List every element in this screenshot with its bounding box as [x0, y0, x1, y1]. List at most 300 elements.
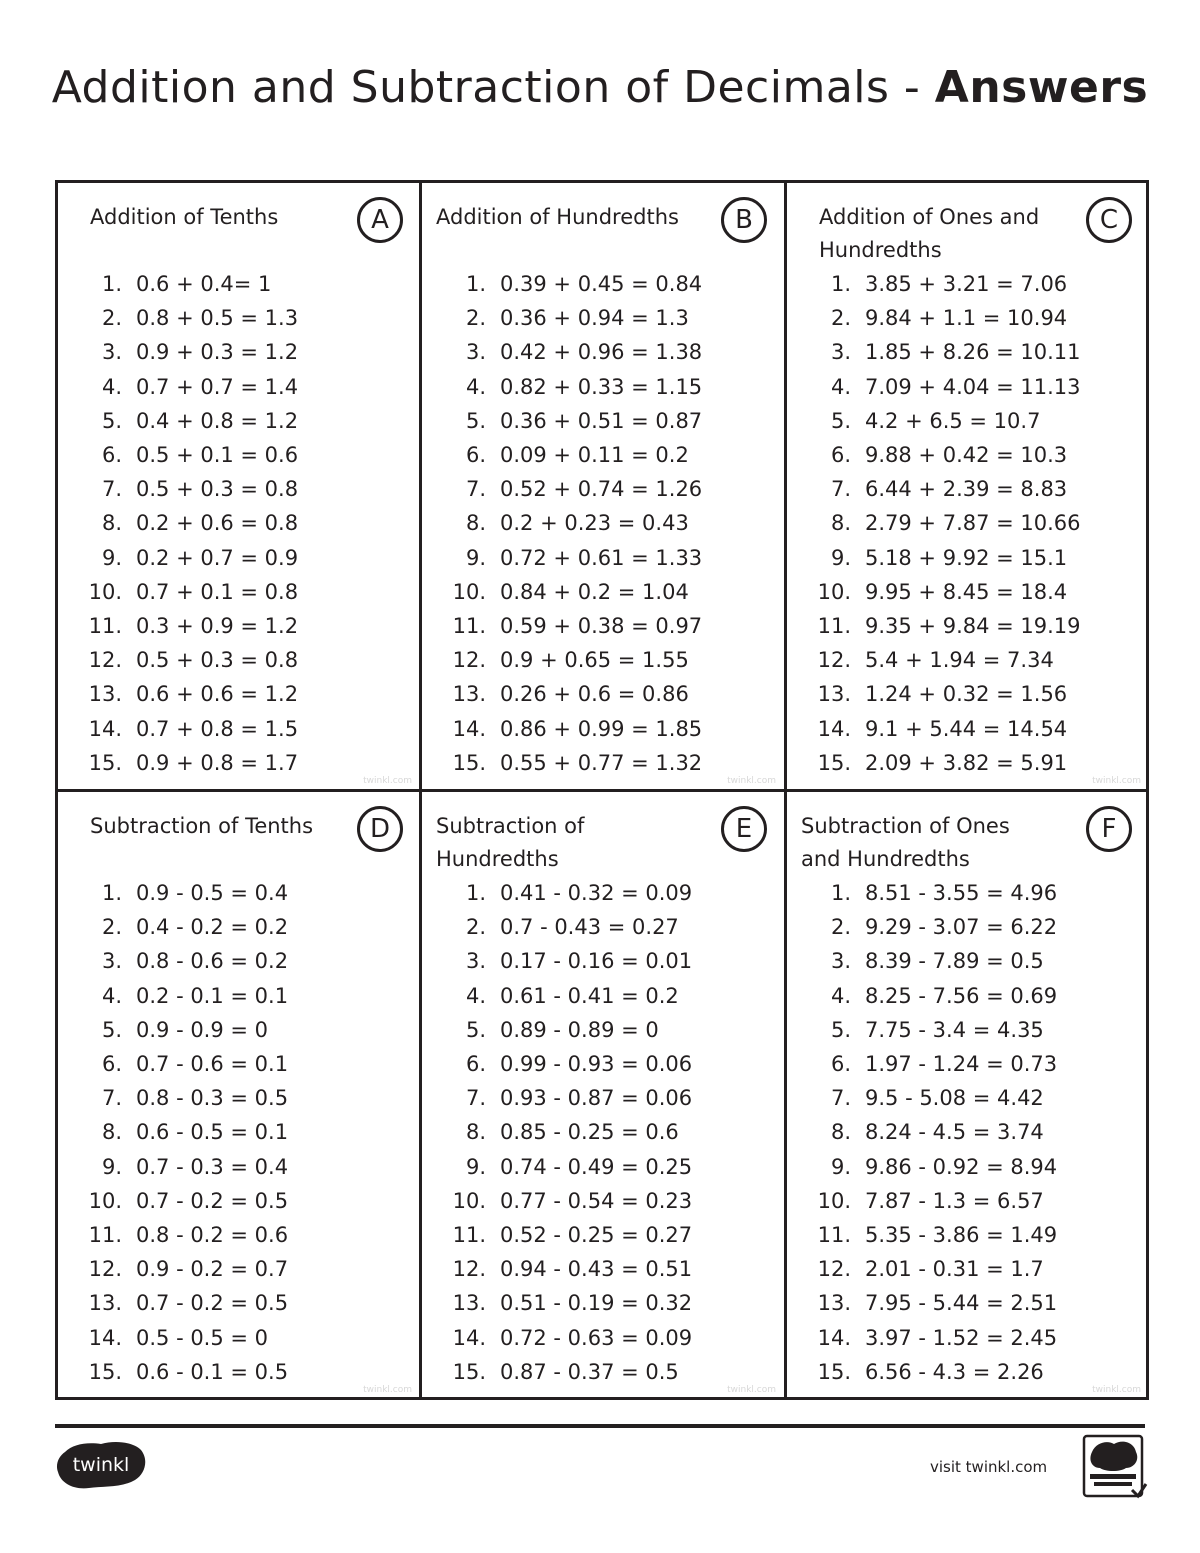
item-number: 3. [101, 340, 122, 365]
answer-item [78, 677, 298, 711]
item-equation: 8.25 - 7.56 = 0.69 [865, 983, 1058, 1008]
watermark: twinkl.com [1092, 776, 1141, 786]
section-badge: A [357, 197, 403, 243]
section-badge: B [721, 197, 767, 243]
item-equation: 4.2 + 6.5 = 10.7 [865, 408, 1041, 433]
item-number: 15. [817, 1359, 851, 1384]
item-equation: 2.09 + 3.82 = 5.91 [865, 750, 1068, 775]
item-equation: 0.36 + 0.94 = 1.3 [500, 306, 689, 331]
answer-item [78, 746, 298, 780]
answer-item [807, 438, 1081, 472]
answer-item [442, 1252, 692, 1286]
answer-item [442, 1320, 692, 1354]
item-equation: 1.97 - 1.24 = 0.73 [865, 1052, 1058, 1077]
answer-list [78, 267, 298, 780]
panel-heading: Subtraction of Tenths [90, 814, 314, 838]
item-equation: 0.87 - 0.37 = 0.5 [500, 1359, 679, 1384]
item-number: 13. [817, 682, 851, 707]
item-number: 1. [830, 881, 851, 906]
item-number: 6. [101, 1052, 122, 1077]
answer-item [78, 1252, 288, 1286]
answer-item [807, 677, 1081, 711]
item-equation: 0.3 + 0.9 = 1.2 [136, 613, 299, 638]
section-badge: C [1086, 197, 1132, 243]
panel-heading: Addition of Ones and Hundredths [819, 205, 1040, 262]
title-emphasis: Answers [934, 62, 1149, 113]
item-equation: 0.6 + 0.4= 1 [136, 272, 272, 297]
panel-heading: Subtraction of Hundredths [436, 814, 585, 871]
item-equation: 0.26 + 0.6 = 0.86 [500, 682, 689, 707]
answer-item [442, 1150, 692, 1184]
item-number: 14. [817, 716, 851, 741]
answer-item [78, 301, 298, 335]
item-equation: 0.5 + 0.3 = 0.8 [136, 648, 299, 673]
item-number: 15. [452, 750, 486, 775]
answers-grid [55, 180, 1149, 1400]
panel-a [58, 183, 420, 790]
item-equation: 0.7 + 0.1 = 0.8 [136, 579, 299, 604]
item-equation: 0.59 + 0.38 = 0.97 [500, 613, 703, 638]
answer-item [442, 876, 692, 910]
visit-link[interactable]: visit twinkl.com [930, 1458, 1048, 1476]
item-number: 8. [101, 1120, 122, 1145]
answer-item [442, 1013, 692, 1047]
answer-item [807, 472, 1081, 506]
item-equation: 0.9 - 0.9 = 0 [136, 1017, 269, 1042]
item-equation: 9.29 - 3.07 = 6.22 [865, 915, 1058, 940]
item-equation: 0.55 + 0.77 = 1.32 [500, 750, 703, 775]
item-number: 9. [101, 545, 122, 570]
item-number: 2. [101, 306, 122, 331]
item-equation: 6.56 - 4.3 = 2.26 [865, 1359, 1044, 1384]
answer-item [442, 335, 702, 369]
answer-item [78, 1320, 288, 1354]
answer-item [78, 1184, 288, 1218]
item-number: 14. [88, 716, 122, 741]
item-equation: 7.87 - 1.3 = 6.57 [865, 1188, 1044, 1213]
item-equation: 5.18 + 9.92 = 15.1 [865, 545, 1068, 570]
item-equation: 0.51 - 0.19 = 0.32 [500, 1291, 693, 1316]
answer-item [442, 944, 692, 978]
answer-item [807, 575, 1081, 609]
answer-item [807, 1355, 1057, 1389]
watermark: twinkl.com [727, 776, 776, 786]
item-equation: 7.95 - 5.44 = 2.51 [865, 1291, 1058, 1316]
item-number: 4. [101, 374, 122, 399]
item-equation: 2.79 + 7.87 = 10.66 [865, 511, 1081, 536]
item-number: 7. [465, 1086, 486, 1111]
item-equation: 0.09 + 0.11 = 0.2 [500, 443, 689, 468]
answer-item [442, 711, 702, 745]
watermark: twinkl.com [363, 1385, 412, 1395]
item-number: 3. [830, 340, 851, 365]
answer-item [807, 404, 1081, 438]
answer-item [78, 1013, 288, 1047]
answer-item [78, 1286, 288, 1320]
item-equation: 9.35 + 9.84 = 19.19 [865, 613, 1081, 638]
item-equation: 1.85 + 8.26 = 10.11 [865, 340, 1081, 365]
answer-item [442, 370, 702, 404]
panel-b [422, 183, 784, 790]
answer-item [78, 1081, 288, 1115]
item-number: 7. [465, 477, 486, 502]
item-number: 4. [101, 983, 122, 1008]
item-equation: 0.17 - 0.16 = 0.01 [500, 949, 693, 974]
item-number: 9. [830, 1154, 851, 1179]
item-equation: 0.99 - 0.93 = 0.06 [500, 1052, 693, 1077]
item-number: 4. [465, 983, 486, 1008]
item-equation: 0.7 + 0.8 = 1.5 [136, 716, 299, 741]
item-number: 5. [830, 1017, 851, 1042]
item-number: 12. [452, 1257, 486, 1282]
item-number: 10. [88, 579, 122, 604]
answer-item [807, 910, 1057, 944]
item-equation: 0.72 + 0.61 = 1.33 [500, 545, 703, 570]
item-equation: 5.35 - 3.86 = 1.49 [865, 1222, 1058, 1247]
item-number: 10. [452, 579, 486, 604]
item-number: 4. [465, 374, 486, 399]
item-equation: 0.4 + 0.8 = 1.2 [136, 408, 299, 433]
item-number: 11. [88, 613, 122, 638]
answer-item [442, 1184, 692, 1218]
item-number: 14. [452, 716, 486, 741]
answer-item [442, 541, 702, 575]
answer-item [78, 1218, 288, 1252]
item-number: 5. [830, 408, 851, 433]
item-number: 5. [465, 408, 486, 433]
item-equation: 0.52 - 0.25 = 0.27 [500, 1222, 693, 1247]
answer-list [442, 267, 702, 780]
item-equation: 0.39 + 0.45 = 0.84 [500, 272, 703, 297]
answer-item [78, 541, 298, 575]
item-equation: 3.97 - 1.52 = 2.45 [865, 1325, 1058, 1350]
answer-item [78, 876, 288, 910]
item-equation: 8.51 - 3.55 = 4.96 [865, 881, 1058, 906]
item-number: 1. [465, 272, 486, 297]
item-number: 14. [817, 1325, 851, 1350]
answer-item [807, 506, 1081, 540]
item-equation: 0.86 + 0.99 = 1.85 [500, 716, 703, 741]
item-number: 11. [817, 1222, 851, 1247]
item-number: 7. [101, 477, 122, 502]
item-number: 13. [88, 1291, 122, 1316]
answer-item [807, 1013, 1057, 1047]
twinkl-logo[interactable] [55, 1440, 147, 1490]
panel-f [787, 792, 1149, 1399]
answer-item [78, 1150, 288, 1184]
answer-item [807, 1081, 1057, 1115]
item-number: 13. [88, 682, 122, 707]
item-number: 9. [101, 1154, 122, 1179]
answer-item [807, 643, 1081, 677]
watermark: twinkl.com [1092, 1385, 1141, 1395]
item-equation: 8.39 - 7.89 = 0.5 [865, 949, 1044, 974]
footer-divider [55, 1424, 1145, 1428]
item-number: 14. [88, 1325, 122, 1350]
item-number: 3. [465, 340, 486, 365]
section-badge: F [1086, 806, 1132, 852]
item-equation: 0.74 - 0.49 = 0.25 [500, 1154, 693, 1179]
answer-item [807, 1286, 1057, 1320]
item-equation: 0.8 - 0.6 = 0.2 [136, 949, 289, 974]
item-number: 15. [88, 750, 122, 775]
item-equation: 0.9 - 0.5 = 0.4 [136, 881, 289, 906]
item-number: 15. [817, 750, 851, 775]
item-equation: 0.7 + 0.7 = 1.4 [136, 374, 299, 399]
item-equation: 0.2 + 0.23 = 0.43 [500, 511, 689, 536]
item-equation: 6.44 + 2.39 = 8.83 [865, 477, 1068, 502]
item-equation: 5.4 + 1.94 = 7.34 [865, 648, 1054, 673]
item-number: 1. [465, 881, 486, 906]
item-equation: 9.86 - 0.92 = 8.94 [865, 1154, 1058, 1179]
quality-standard-seal-icon [1082, 1434, 1148, 1500]
panel-d [58, 792, 420, 1399]
answer-item [442, 1286, 692, 1320]
answer-list [442, 876, 692, 1389]
answer-item [78, 472, 298, 506]
item-number: 3. [830, 949, 851, 974]
item-number: 10. [452, 1188, 486, 1213]
answer-item [807, 609, 1081, 643]
item-equation: 0.94 - 0.43 = 0.51 [500, 1257, 693, 1282]
item-number: 2. [465, 915, 486, 940]
answer-list [807, 267, 1081, 780]
item-equation: 0.2 + 0.6 = 0.8 [136, 511, 299, 536]
panel-e [422, 792, 784, 1399]
answer-item [807, 1218, 1057, 1252]
item-equation: 0.7 - 0.2 = 0.5 [136, 1188, 289, 1213]
item-number: 6. [101, 443, 122, 468]
item-equation: 0.8 - 0.3 = 0.5 [136, 1086, 289, 1111]
item-equation: 0.2 - 0.1 = 0.1 [136, 983, 289, 1008]
item-equation: 0.4 - 0.2 = 0.2 [136, 915, 289, 940]
item-equation: 9.5 - 5.08 = 4.42 [865, 1086, 1044, 1111]
item-equation: 0.85 - 0.25 = 0.6 [500, 1120, 679, 1145]
answer-item [78, 1115, 288, 1149]
section-badge: E [721, 806, 767, 852]
item-number: 8. [465, 511, 486, 536]
item-number: 15. [452, 1359, 486, 1384]
item-equation: 0.8 - 0.2 = 0.6 [136, 1222, 289, 1247]
answer-item [78, 910, 288, 944]
item-number: 12. [817, 1257, 851, 1282]
answer-item [807, 1184, 1057, 1218]
watermark: twinkl.com [727, 1385, 776, 1395]
item-number: 4. [830, 983, 851, 1008]
title-main: Addition and Subtraction of Decimals - [51, 62, 921, 113]
answer-item [807, 370, 1081, 404]
item-equation: 0.82 + 0.33 = 1.15 [500, 374, 703, 399]
item-number: 9. [465, 545, 486, 570]
answer-item [78, 1047, 288, 1081]
item-number: 11. [817, 613, 851, 638]
answer-item [78, 575, 298, 609]
answer-item [807, 1252, 1057, 1286]
section-badge: D [357, 806, 403, 852]
item-equation: 0.72 - 0.63 = 0.09 [500, 1325, 693, 1350]
answer-item [442, 575, 702, 609]
item-number: 13. [452, 1291, 486, 1316]
item-number: 11. [88, 1222, 122, 1247]
item-number: 1. [101, 881, 122, 906]
item-equation: 0.2 + 0.7 = 0.9 [136, 545, 299, 570]
item-equation: 0.6 - 0.5 = 0.1 [136, 1120, 289, 1145]
answer-item [442, 438, 702, 472]
answer-item [807, 944, 1057, 978]
answer-item [442, 746, 702, 780]
item-equation: 2.01 - 0.31 = 1.7 [865, 1257, 1044, 1282]
page-title [0, 62, 1200, 113]
item-equation: 7.09 + 4.04 = 11.13 [865, 374, 1081, 399]
answer-item [78, 643, 298, 677]
item-equation: 3.85 + 3.21 = 7.06 [865, 272, 1068, 297]
item-number: 5. [101, 408, 122, 433]
item-number: 3. [101, 949, 122, 974]
answer-item [807, 541, 1081, 575]
answer-item [78, 609, 298, 643]
answer-item [78, 370, 298, 404]
answer-item [78, 1355, 288, 1389]
answer-item [442, 1355, 692, 1389]
panel-heading: Addition of Tenths [90, 205, 279, 229]
answer-item [442, 979, 692, 1013]
answer-list [807, 876, 1057, 1389]
answer-item [807, 979, 1057, 1013]
item-equation: 0.42 + 0.96 = 1.38 [500, 340, 703, 365]
item-number: 12. [88, 1257, 122, 1282]
answer-item [78, 438, 298, 472]
item-number: 6. [830, 443, 851, 468]
item-equation: 0.5 + 0.1 = 0.6 [136, 443, 299, 468]
answer-item [807, 267, 1081, 301]
item-equation: 0.5 + 0.3 = 0.8 [136, 477, 299, 502]
item-equation: 9.88 + 0.42 = 10.3 [865, 443, 1068, 468]
item-number: 2. [101, 915, 122, 940]
panel-c [787, 183, 1149, 790]
item-number: 7. [830, 477, 851, 502]
answer-item [442, 1047, 692, 1081]
item-number: 9. [465, 1154, 486, 1179]
item-number: 11. [452, 1222, 486, 1247]
answer-item [78, 267, 298, 301]
item-number: 6. [465, 443, 486, 468]
answer-item [442, 609, 702, 643]
answer-item [78, 404, 298, 438]
answer-list [78, 876, 288, 1389]
watermark: twinkl.com [363, 776, 412, 786]
item-number: 13. [452, 682, 486, 707]
item-equation: 0.93 - 0.87 = 0.06 [500, 1086, 693, 1111]
item-equation: 9.84 + 1.1 = 10.94 [865, 306, 1068, 331]
answer-item [442, 1218, 692, 1252]
panel-heading: Addition of Hundredths [436, 205, 679, 229]
answer-item [807, 335, 1081, 369]
item-number: 6. [465, 1052, 486, 1077]
logo-text: twinkl [72, 1454, 130, 1476]
item-number: 2. [830, 915, 851, 940]
item-equation: 0.89 - 0.89 = 0 [500, 1017, 659, 1042]
answer-item [442, 404, 702, 438]
item-number: 12. [88, 648, 122, 673]
item-equation: 0.9 + 0.65 = 1.55 [500, 648, 689, 673]
item-equation: 0.8 + 0.5 = 1.3 [136, 306, 299, 331]
answer-item [807, 746, 1081, 780]
answer-item [442, 1081, 692, 1115]
answer-item [78, 711, 298, 745]
item-number: 4. [830, 374, 851, 399]
answer-item [442, 910, 692, 944]
item-number: 6. [830, 1052, 851, 1077]
item-equation: 9.95 + 8.45 = 18.4 [865, 579, 1068, 604]
answer-item [442, 643, 702, 677]
item-equation: 0.77 - 0.54 = 0.23 [500, 1188, 693, 1213]
item-number: 1. [101, 272, 122, 297]
item-number: 12. [452, 648, 486, 673]
item-number: 10. [817, 1188, 851, 1213]
item-number: 11. [452, 613, 486, 638]
item-number: 5. [101, 1017, 122, 1042]
item-number: 13. [817, 1291, 851, 1316]
answer-item [78, 944, 288, 978]
item-number: 15. [88, 1359, 122, 1384]
answer-item [807, 711, 1081, 745]
answer-item [807, 1115, 1057, 1149]
answer-item [807, 301, 1081, 335]
item-number: 12. [817, 648, 851, 673]
answer-item [442, 267, 702, 301]
answer-item [78, 335, 298, 369]
answer-item [78, 979, 288, 1013]
answer-item [442, 1115, 692, 1149]
item-equation: 0.9 - 0.2 = 0.7 [136, 1257, 289, 1282]
item-equation: 0.52 + 0.74 = 1.26 [500, 477, 703, 502]
item-number: 7. [830, 1086, 851, 1111]
answer-item [807, 1047, 1057, 1081]
item-equation: 0.9 + 0.8 = 1.7 [136, 750, 299, 775]
panel-heading: Subtraction of Ones and Hundredths [801, 814, 1010, 871]
item-equation: 0.7 - 0.6 = 0.1 [136, 1052, 289, 1077]
item-equation: 0.5 - 0.5 = 0 [136, 1325, 269, 1350]
item-equation: 0.61 - 0.41 = 0.2 [500, 983, 679, 1008]
item-equation: 1.24 + 0.32 = 1.56 [865, 682, 1068, 707]
item-equation: 0.9 + 0.3 = 1.2 [136, 340, 299, 365]
item-equation: 0.84 + 0.2 = 1.04 [500, 579, 689, 604]
item-number: 8. [830, 511, 851, 536]
item-number: 10. [817, 579, 851, 604]
answer-item [78, 506, 298, 540]
answer-item [807, 876, 1057, 910]
item-number: 7. [101, 1086, 122, 1111]
answer-item [807, 1150, 1057, 1184]
answer-item [442, 301, 702, 335]
item-number: 5. [465, 1017, 486, 1042]
item-equation: 0.7 - 0.3 = 0.4 [136, 1154, 289, 1179]
item-number: 9. [830, 545, 851, 570]
item-equation: 9.1 + 5.44 = 14.54 [865, 716, 1068, 741]
item-equation: 8.24 - 4.5 = 3.74 [865, 1120, 1044, 1145]
item-number: 3. [465, 949, 486, 974]
item-equation: 0.6 - 0.1 = 0.5 [136, 1359, 289, 1384]
item-equation: 0.36 + 0.51 = 0.87 [500, 408, 703, 433]
item-equation: 0.7 - 0.43 = 0.27 [500, 915, 679, 940]
item-number: 1. [830, 272, 851, 297]
answer-item [807, 1320, 1057, 1354]
item-equation: 7.75 - 3.4 = 4.35 [865, 1017, 1044, 1042]
answer-item [442, 472, 702, 506]
answer-item [442, 677, 702, 711]
item-number: 8. [830, 1120, 851, 1145]
item-number: 8. [101, 511, 122, 536]
